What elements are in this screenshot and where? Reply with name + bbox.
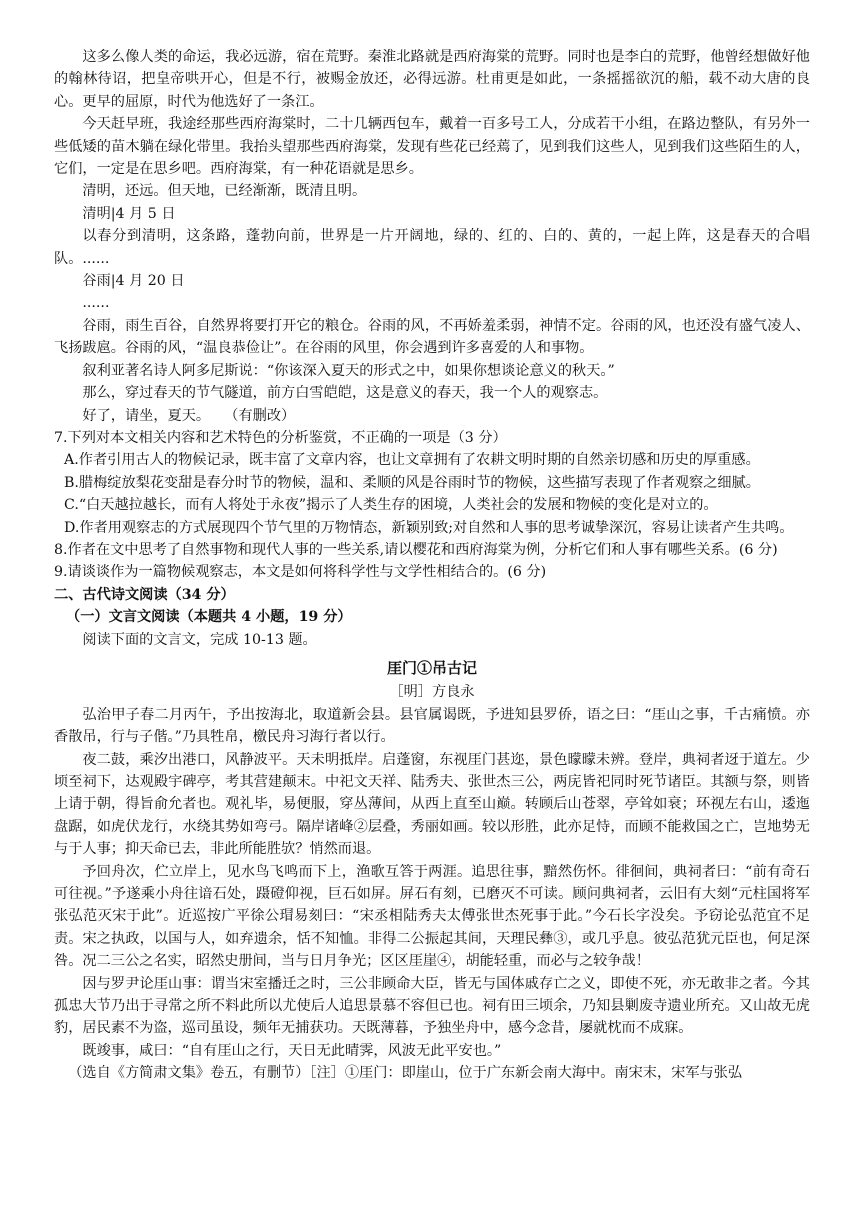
source-note: （选自《方简肃文集》卷五，有删节）［注］①厓门：即崖山，位于广东新会南大海中。南宋末，宋军与张弘 bbox=[68, 1065, 743, 1082]
essay-paragraph: 以春分到清明，这条路，蓬勃向前，世界是一片开阔地，绿的、红的、白的、黄的，一起上阵，这是春天的合唱队。...... bbox=[54, 228, 810, 267]
essay-paragraph: 清明，还远。但天地，已经渐渐，既清且明。 bbox=[82, 183, 367, 200]
essay-paragraph: 谷雨，雨生百谷，自然界将要打开它的粮仓。谷雨的风，不再娇羞柔弱，神情不定。谷雨的风，也还没有盛气凌人、飞扬跋扈。谷雨的风，“温良恭俭让”。在谷雨的风里，你会遇到许多喜爱的人和事物。 bbox=[54, 317, 810, 357]
classical-text-author: ［明］方良永 bbox=[389, 684, 475, 701]
question-7-option-c: C.“白天越拉越长，而有人将处于永夜”揭示了人类生存的困境，人类社会的发展和物候的变化是对立的。 bbox=[64, 497, 718, 514]
essay-paragraph: 这多么像人类的命运，我必远游，宿在荒野。秦淮北路就是西府海棠的荒野。同时也是李白的荒野，他曾经想做好他的翰林待诏，把皇帝哄开心，但是不行，被赐金放还，必得远游。杜甫更是如此，一条摇摇欲沉的船，载不动大唐的良心。更早的屈原，时代为他选好了一条江。 bbox=[54, 49, 810, 110]
classical-text-title: 厓门①吊古记 bbox=[386, 658, 477, 677]
essay-paragraph: 那么，穿过春天的节气隧道，前方白雪皑皑，这是意义的春天，我一个人的观察志。 bbox=[82, 385, 608, 402]
essay-paragraph: ...... bbox=[82, 295, 110, 312]
classical-paragraph: 既竣事，咸曰：“自有厓山之行，天日无此晴霁，风波无此平安也。” bbox=[82, 1042, 502, 1059]
essay-paragraph: 今天赶早班，我途经那些西府海棠时，二十几辆西包车，戴着一百多号工人，分成若干小组，在路边整队，有另外一些低矮的苗木躺在绿化带里。我抬头望那些西府海棠，发现有些花已经蔫了，见到我们这些人，见到我们这些陌生的人，它们，一定是在思乡吧。西府海棠，有一种花语就是思乡。 bbox=[54, 116, 810, 178]
subsection-heading: （一）文言文阅读（本题共 4 小题，19 分） bbox=[66, 609, 352, 626]
reading-instruction: 阅读下面的文言文，完成 10-13 题。 bbox=[82, 631, 317, 648]
classical-paragraph: 予回舟次，伫立岸上，见水鸟飞鸣而下上，渔歌互答于两涯。追思往事，黯然伤怀。徘徊间，典祠者曰：“前有奇石可往视。”予遂乘小舟往谙石处，蹑磴仰视，巨石如屏。屏石有刻，已磨灭不可读。顾问典祠者，云旧有大刻“元柱国将军张弘范灭宋于此”。近巡按广平徐公瑁易刻曰：“宋丞相陆秀夫太傅张世杰死事于此。”今石长字没矣。予窃论弘范宜不足责。宋之执政，以国与人，如弃遗余，恬不知恤。非得二公振起其间，天理民彝③，或几乎息。彼弘范犹元臣也，何足深咎。况二三公之名实，昭然史册间，当与日月争光；区区厓崖④，胡能轻重，而必与之较争哉！ bbox=[54, 863, 810, 970]
question-7-option-b: B.腊梅绽放梨花变甜是春分时节的物候，温和、柔顺的风是谷雨时节的物候，这些描写表现了作者观察之细腻。 bbox=[64, 474, 760, 491]
question-8: 8.作者在文中思考了自然事物和现代人事的一些关系,请以樱花和西府海棠为例，分析它们和人事有哪些关系。(6 分) bbox=[54, 541, 778, 558]
question-7-option-a: A.作者引用古人的物候记录，既丰富了文章内容，也让文章拥有了农耕文明时期的自然亲切感和历史的厚重感。 bbox=[64, 452, 760, 469]
section-heading: 二、古代诗文阅读（34 分） bbox=[54, 586, 235, 603]
classical-paragraph: 因与罗尹论厓山事：谓当宋室播迁之时，三公非顾命大臣，皆无与国体戚存亡之义，即使不死，亦无敢非之者。今其孤忠大节乃出于寻常之所不料此所以尤使后人追思景慕不容但已也。祠有田三顷余，乃知县剿废寺遗业所充。又山故无虎豹，居民素不为盗，巡司虽设，频年无捕获功。天既薄暮，予独坐舟中，感今念昔，屡就枕而不成寐。 bbox=[54, 975, 810, 1037]
question-7-option-d: D.作者用观察志的方式展现四个节气里的万物情态，新颖别致;对自然和人事的思考诚挚深沉，容易让读者产生共鸣。 bbox=[64, 519, 794, 536]
classical-paragraph: 夜二鼓，乘汐出港口，风静波平。天未明抵岸。启蓬窗，东视厓门甚迩，景色曚曚未辨。登岸，典祠者迓于道左。少顷至祠下，达观殿宇碑亭，考其营建颠末。中祀文天祥、陆秀夫、张世杰三公，两庑皆祀同时死节诸臣。其额与祭，则皆上请于朝，得旨俞允者也。观礼毕，易便服，穿丛薄间，从西上直至山巅。转顾后山苍翠，亭耸如衰；环视左右山，逶迤盘踞，如虎伏龙行，水绕其势如弯弓。隔岸诸峰②层叠，秀丽如画。较以形胜，此亦足恃，而顾不能救国之亡，岂地势无与于人事；抑天命已去，非此所能胜欤？悄然而退。 bbox=[54, 751, 810, 858]
document-page bbox=[54, 46, 810, 1085]
classical-paragraph: 弘治甲子春二月丙午，予出按海北，取道新会县。县官属谒既，予进知县罗侨，语之曰：“厓山之事，千古痛愤。亦香散吊，行与子偕。”乃具牲帛，檄民舟习海行者以行。 bbox=[54, 706, 810, 746]
essay-paragraph: 好了，请坐，夏天。 （有删改） bbox=[82, 407, 296, 424]
essay-paragraph: 叙利亚著名诗人阿多尼斯说：“你该深入夏天的形式之中，如果你想谈论意义的秋天。” bbox=[82, 362, 615, 379]
solar-term-heading: 清明|4 月 5 日 bbox=[82, 205, 176, 222]
solar-term-heading: 谷雨|4 月 20 日 bbox=[82, 273, 185, 290]
question-9: 9.请谈谈作为一篇物候观察志，本文是如何将科学性与文学性相结合的。(6 分) bbox=[54, 564, 547, 581]
question-7: 7.下列对本文相关内容和艺术特色的分析鉴赏，不正确的一项是（3 分） bbox=[54, 429, 507, 446]
